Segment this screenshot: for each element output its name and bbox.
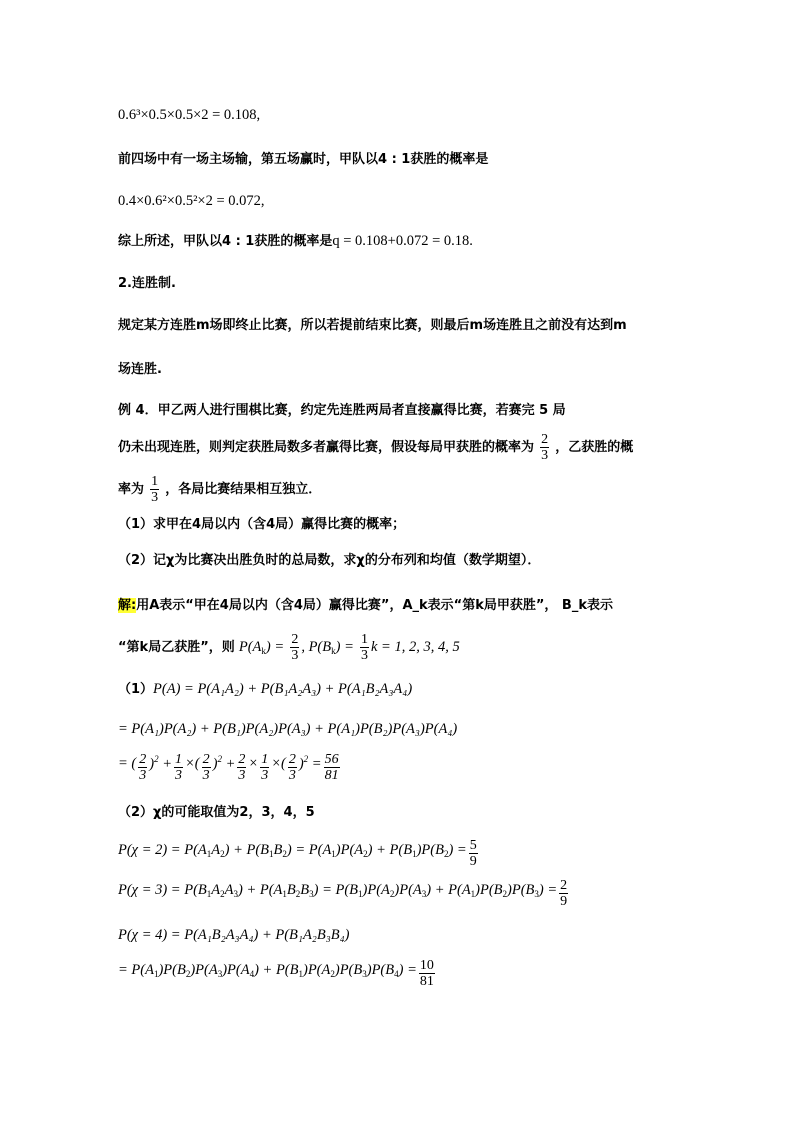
p-chi-3-line: $P(\chi = 3) = P(B_1A_2A_3) + P(A_1B_2B_3) = P(B_1)P(A_2)P(A_3) + P(A_1)P(B_2)P(B_3)$ = $\frac{2}{9}$ — [118, 878, 568, 909]
part1-line-1 — [118, 682, 412, 697]
example-line-1: 例 4．甲乙两人进行围棋比赛，约定先连胜两局者直接赢得比赛，若赛完 5 局 — [118, 403, 566, 418]
summary-line — [118, 234, 473, 249]
p-chi-4-line-1: P(χ = 4) = P(A₁B₂A₃A₄) + P(B₁A₂B₃B₄) — [118, 927, 350, 943]
fraction-p-bk: $\frac{1}{3}$ — [361, 632, 368, 663]
part2-line-1: （2）χ的可能取值为2，3，4，5 — [118, 805, 315, 820]
rule-line-2: 场连胜. — [118, 362, 162, 377]
example-line-3-text-b: ，各局比赛结果相互独立． — [165, 482, 322, 497]
example-line-2-text-b: ，乙获胜的概 — [555, 440, 634, 455]
p-chi-4-line-2: = $P(A_1)P(B_2)P(A_3)P(A_4) + P(B_1)P(A_2)P(B_3)P(B_4)$ = $\frac{10}{81}$ — [118, 958, 434, 989]
equation-line-3: 0.4×0.6²×0.5²×2 = 0.072, — [118, 193, 265, 209]
equation-line-1: 0.6³×0.5×0.5×2 = 0.108, — [118, 107, 261, 123]
solution-label: 解: — [118, 598, 137, 613]
part1-equation: P(A) = P(A₁A₂) + P(B₁A₂A₃) + P(A₁B₂A₃A₄) — [153, 681, 413, 697]
p-chi-2-line: $P(\chi = 2) = P(A_1A_2) + P(B_1B_2) = P(A_1)P(A_2) + P(B_1)P(B_2)$ = $\frac{5}{9}$ — [118, 838, 477, 869]
section-heading: 2.连胜制. — [118, 276, 176, 291]
fraction-two-thirds: $\frac{2}{3}$ — [541, 432, 549, 463]
part1-line-2: = P(A₁)P(A₂) + P(B₁)P(A₂)P(A₃) + P(A₁)P(B₂)P(A₃)P(A₄) — [118, 721, 458, 737]
fraction-one-third: $\frac{1}{3}$ — [151, 474, 159, 505]
fraction-5-9: $\frac{5}{9}$ — [469, 838, 477, 869]
part1-label: （1） — [118, 682, 154, 697]
fraction-56-81: $\frac{56}{81}$ — [324, 752, 339, 783]
example-line-3 — [118, 474, 321, 505]
example-line-2 — [118, 432, 633, 463]
fraction-p-ak: $\frac{2}{3}$ — [291, 632, 299, 663]
solution-line-2-text: “第k局乙获胜”，则 — [118, 640, 235, 655]
text-line-2: 前四场中有一场主场输，第五场赢时，甲队以4 : 1获胜的概率是 — [118, 152, 489, 167]
solution-line-1-text: 用A表示“甲在4局以内（含4局）赢得比赛”，A_k表示“第k局甲获胜”， B_k表示 — [136, 598, 613, 613]
fraction-2-9: $\frac{2}{9}$ — [560, 878, 568, 909]
question-1: （1）求甲在4局以内（含4局）赢得比赛的概率； — [118, 517, 406, 532]
solution-line-2 — [118, 632, 460, 663]
part1-line-3: = ( $\frac{2}{3}$ )$^2$ + $\frac{1}{3}$ ×( $\frac{2}{3}$ )$^2$ + $\frac{2}{3}$ × $\frac{1}{3}$ ×( $\frac{2}{3}$ )$^2$ = $\frac{56}{81}$ — [118, 752, 339, 783]
p-bk-label: , $P(B_k)$ = — [301, 639, 354, 656]
example-line-2-text-a: 仍未出现连胜，则判定获胜局数多者赢得比赛，假设每局甲获胜的概率为 — [118, 440, 535, 455]
solution-line-1 — [118, 599, 613, 612]
summary-equation: q = 0.108+0.072 = 0.18. — [332, 233, 473, 249]
example-line-3-text-a: 率为 — [118, 482, 145, 497]
rule-line-1: 规定某方连胜m场即终止比赛，所以若提前结束比赛，则最后m场连胜且之前没有达到m — [118, 318, 627, 333]
question-2: （2）记χ为比赛决出胜负时的总局数，求χ的分布列和均值（数学期望）． — [118, 553, 541, 568]
fraction-10-81: $\frac{10}{81}$ — [419, 958, 434, 989]
summary-text: 综上所述，甲队以4 : 1获胜的概率是 — [118, 234, 333, 249]
p-ak-label: $P(A_k)$ = — [238, 639, 285, 656]
k-range: k = 1, 2, 3, 4, 5 — [371, 639, 460, 655]
